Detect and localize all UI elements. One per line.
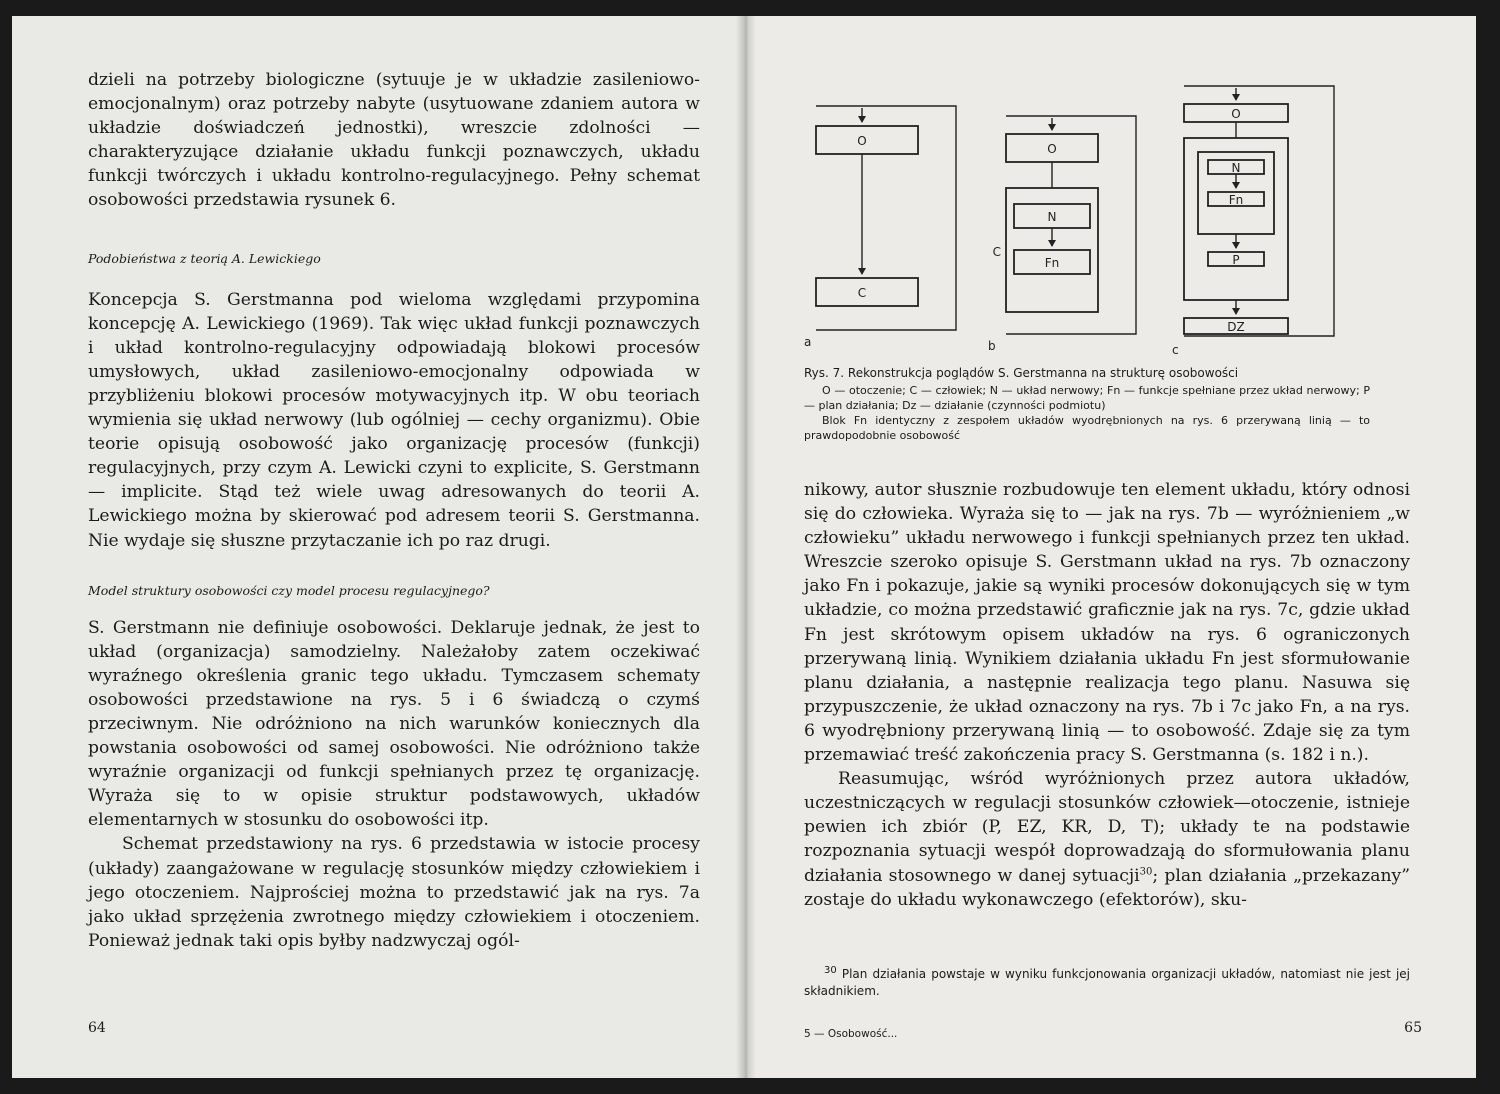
panel-c-feedback-loop — [1184, 86, 1334, 336]
panel-c-box-fn-label: Fn — [1228, 193, 1244, 207]
panel-a-letter: a — [804, 335, 812, 349]
paragraph-summary — [804, 767, 1410, 912]
left-page — [12, 16, 746, 1078]
panel-a — [804, 106, 956, 349]
paragraph-summary-start: Reasumując, wśród wyróżnionych przez autora układów, uczestniczących w regulacji stosunków człowiek—otoczenie, istnieje pewien ich zbiór (P, EZ, KR, D, T); układy te na podstawie rozpoznania sytuacji wespół doprowadzają do sformułowania planu działania stosownego w danej sytuacji — [804, 769, 1410, 886]
section-heading-model: Model struktury osobowości czy model procesu regulacyjnego? — [88, 582, 490, 598]
paragraph-schema: Schemat przedstawiony na rys. 6 przedstawia w istocie procesy (układy) zaangażowane w regulację stosunków między człowiekiem i jego otoczeniem. Najprościej można to przedstawić jak na rys. 7a jako układ sprzężenia zwrotnego między człowiekiem i otoczeniem. Ponieważ jednak taki opis byłby nadzwyczaj ogól- — [88, 834, 700, 951]
footer-signature: 5 — Osobowość... — [804, 1028, 898, 1040]
section-heading-similarities: Podobieństwa z teorią A. Lewickiego — [88, 250, 321, 266]
paragraph-summary-end: ; plan działania „przekazany” zostaje do układu wykonawczego (efektorów), sku- — [804, 865, 1411, 910]
figure-7 — [798, 78, 1358, 360]
panel-c — [1172, 86, 1334, 357]
panel-b-letter: b — [988, 339, 996, 353]
panel-a-box-o — [816, 126, 918, 154]
caption-legend: O — otoczenie; C — człowiek; N — układ nerwowy; Fn — funkcje spełniane przez układ nerwowy; P — plan działania; Dz — działanie (czynności podmiotu) — [804, 384, 1370, 412]
footnote-text: Plan działania powstaje w wyniku funkcjonowania organizacji układów, natomiast nie jest jej składnikiem. — [804, 967, 1410, 998]
panel-b-box-fn-label: Fn — [1044, 256, 1060, 270]
panel-c-box-dz-label: DZ — [1227, 320, 1245, 334]
panel-a-box-c-label: C — [857, 286, 867, 300]
panel-b-box-o-label: O — [1047, 142, 1057, 156]
panel-c-box-p-label: P — [1232, 253, 1240, 267]
paragraph-lewicki-comparison: Koncepcja S. Gerstmanna pod wieloma względami przypomina koncepcję A. Lewickiego (1969). Tak więc układ funkcji poznawczych i układ kontrolno-regulacyjny odpowiadają blokowi procesów umysłowych, układ zasileniowo-emocjonalny odpowiada w przybliżeniu blokowi procesów motywacyjnych itp. W obu teoriach wymienia się układ nerwowy (lub ogólniej — cechy organizmu). Obie teorie opisują osobowość jako organizację procesów (funkcji) regulacyjnych, przy czym A. Lewicki czyni to explicite, S. Gerstmann — implicite. Stąd też wiele uwag adresowanych do teorii A. Lewickiego można by skierować pod adresem teorii S. Gerstmanna. Nie wydaje się słuszne przytaczanie ich po raz drugi. — [88, 289, 700, 551]
panel-b-side-label: C — [992, 245, 1001, 259]
footnote-number: 30 — [824, 965, 837, 976]
panel-c-box-o-label: O — [1231, 107, 1241, 121]
panel-a-feedback-loop — [816, 106, 956, 330]
intro-paragraph: dzieli na potrzeby biologiczne (sytuuje je w układzie zasileniowo-emocjonalnym) oraz potrzeby nabyte (usytuowane zdaniem autora w układzie doświadczeń jednostki), wreszcie zdolności — charakteryzujące działanie układu funkcji poznawczych, układu funkcji twórczych i układu kontrolno-regulacyjnego. Pełny schemat osobowości przedstawia rysunek 6. — [88, 70, 700, 211]
panel-b-box-n-label: N — [1047, 210, 1057, 224]
panel-c-box-n-label: N — [1231, 161, 1241, 175]
panel-a-box-o-label: O — [857, 134, 867, 148]
caption-title: Rys. 7. Rekonstrukcja poglądów S. Gerstmanna na strukturę osobowości — [804, 366, 1239, 380]
panel-b — [988, 116, 1136, 353]
footnote-reference[interactable]: 30 — [1139, 865, 1153, 877]
right-text-column — [804, 478, 1410, 912]
paragraph-definition: S. Gerstmann nie definiuje osobowości. Deklaruje jednak, że jest to układ (organizacja) samodzielny. Należałoby zatem oczekiwać wyraźnego określenia granic tego układu. Tymczasem schematy osobowości przedstawione na rys. 5 i 6 świadczą o czymś przeciwnym. Nie odróżniono na nich warunków koniecznych dla powstania osobowości od samej osobowości. Nie odróżniono także wyraźnie organizacji od funkcji spełnianych przez tę organizację. Wyraża się to w opisie struktur podstawowych, układów elementarnych w stosunku do osobowości itp. — [88, 617, 700, 831]
right-page — [746, 16, 1476, 1078]
panel-a-box-c — [816, 278, 918, 306]
figure-7-diagram — [798, 78, 1358, 360]
caption-note: Blok Fn identyczny z zespołem układów wyodrębnionych na rys. 6 przerywaną linią — to prawdopodobnie osobowość — [804, 414, 1370, 442]
left-text-column — [88, 68, 700, 953]
panel-c-letter: c — [1172, 343, 1179, 357]
footnote — [804, 966, 1410, 1000]
figure-caption — [804, 366, 1370, 443]
page-number-right: 65 — [1404, 1020, 1422, 1036]
panel-b-feedback-loop — [1006, 116, 1136, 334]
paragraph-continuation: nikowy, autor słusznie rozbudowuje ten element układu, który odnosi się do człowieka. Wyraża się to — jak na rys. 7b — wyróżnieniem „w człowieku” układu nerwowego i funkcji spełnianych przez ten układ. Wreszcie szeroko opisuje S. Gerstmann układ na rys. 7b oznaczony jako Fn i pokazuje, jakie są wyniki procesów dokonujących się w tym układzie, co można przedstawić graficznie jak na rys. 7c, gdzie układ Fn jest skrótowym opisem układów na rys. 6 ograniczonych przerywaną linią. Wynikiem działania układu Fn jest sformułowanie planu działania, a następnie realizacja tego planu. Nasuwa się przypuszczenie, że układ oznaczony na rys. 7b i 7c jako Fn, a na rys. 6 wyodrębniony przerywaną linią — to osobowość. Zdaje się za tym przemawiać treść zakończenia pracy S. Gerstmanna (s. 182 i n.). — [804, 480, 1410, 766]
page-number-left: 64 — [88, 1020, 106, 1036]
